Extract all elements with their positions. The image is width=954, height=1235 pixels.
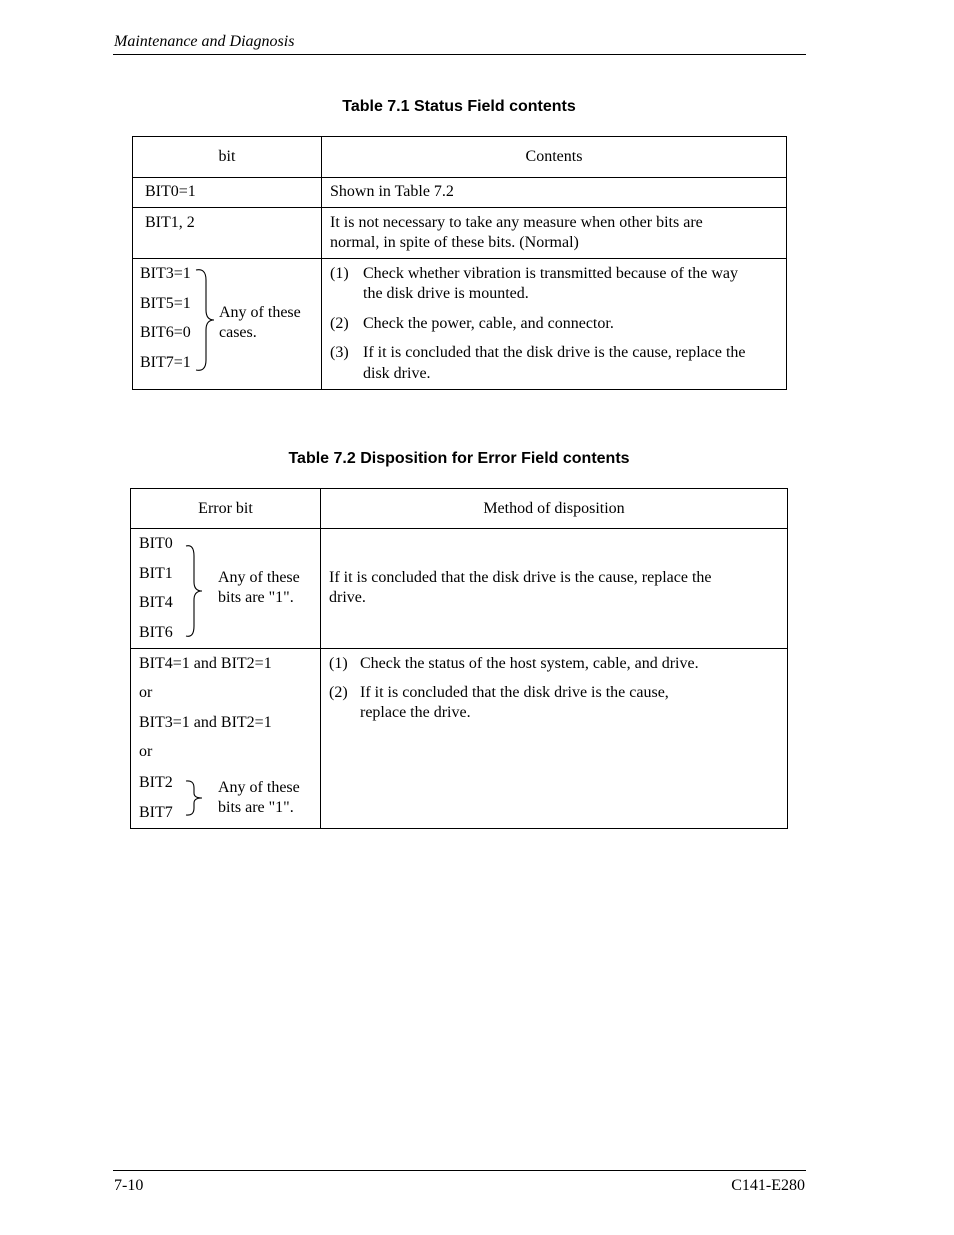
table1-row3-brace-note: Any of these (219, 304, 301, 321)
table1-row3-item-number: (3) (330, 344, 349, 361)
table2-row2-bit: or (139, 743, 153, 760)
table1-row2-contents-line: normal, in spite of these bits. (Normal) (330, 234, 579, 251)
table2-row2-item-text: If it is concluded that the disk drive is the cause, (360, 684, 669, 701)
table2-header-divider (131, 528, 787, 529)
table2-row1-method-line: drive. (329, 589, 366, 606)
table1-row3-bit: BIT7=1 (140, 354, 191, 371)
table2-row2-bit: BIT4=1 and BIT2=1 (139, 655, 272, 672)
table2-caption: Table 7.2 Disposition for Error Field contents (288, 450, 630, 467)
table2-row1-bit: BIT6 (139, 624, 173, 641)
table1-col-header-contents: Contents (525, 148, 583, 165)
table1-row3-item-text: Check the power, cable, and connector. (363, 315, 614, 332)
table2-row1-method-line: If it is concluded that the disk drive is the cause, replace the (329, 569, 712, 586)
table1-row3-bit: BIT3=1 (140, 265, 191, 282)
table1-col-header-bit: bit (218, 148, 236, 165)
table1-row3-brace-icon (194, 264, 218, 376)
table1-row2-contents-line: It is not necessary to take any measure when other bits are (330, 214, 703, 231)
table2-col-header-method: Method of disposition (483, 500, 625, 517)
table2-col-header-error-bit: Error bit (198, 500, 253, 517)
table2-row2-item-text: replace the drive. (360, 704, 471, 721)
table1-row3-brace-note: cases. (219, 324, 257, 341)
table2-row1-brace-note: bits are "1". (218, 589, 294, 606)
table1-row3-item-text: If it is concluded that the disk drive is the cause, replace the (363, 344, 746, 361)
table2-row1-brace-icon (184, 542, 206, 640)
table2-row2-bit: or (139, 684, 153, 701)
table1-row-divider (133, 258, 786, 259)
table1-header-divider (133, 177, 786, 178)
table1-row3-item-text: Check whether vibration is transmitted because of the way (363, 265, 738, 282)
document-code: C141-E280 (731, 1177, 805, 1194)
table2-row1-brace-note: Any of these (218, 569, 300, 586)
table2-row1-bit: BIT4 (139, 594, 173, 611)
page-number: 7-10 (114, 1177, 144, 1194)
running-header: Maintenance and Diagnosis (114, 33, 295, 50)
header-rule (113, 54, 806, 55)
table1-row3-item-number: (1) (330, 265, 349, 282)
table2-row2-bit: BIT2 (139, 774, 173, 791)
table2-row1-bit: BIT1 (139, 565, 173, 582)
table2-row-divider (131, 648, 787, 649)
table1-row-divider (133, 207, 786, 208)
table2-row2-brace-note: bits are "1". (218, 799, 294, 816)
table1-row3-bit: BIT5=1 (140, 295, 191, 312)
table1-row1-bit: BIT0=1 (145, 183, 196, 200)
table2-row2-brace-icon (184, 778, 206, 818)
footer-rule (113, 1170, 806, 1171)
table2-row2-brace-note: Any of these (218, 779, 300, 796)
table1-column-divider (321, 137, 322, 389)
table1-row3-bit: BIT6=0 (140, 324, 191, 341)
table2-row2-bit: BIT7 (139, 804, 173, 821)
table1-row3-item-text: disk drive. (363, 365, 431, 382)
table1-row1-contents: Shown in Table 7.2 (330, 183, 454, 200)
table1-caption: Table 7.1 Status Field contents (342, 98, 576, 115)
table1-row2-bit: BIT1, 2 (145, 214, 195, 231)
table2-column-divider (320, 489, 321, 828)
table1-row3-item-number: (2) (330, 315, 349, 332)
table1-row3-item-text: the disk drive is mounted. (363, 285, 529, 302)
table2-row2-bit: BIT3=1 and BIT2=1 (139, 714, 272, 731)
table2-row2-item-number: (2) (329, 684, 348, 701)
table2-row1-bit: BIT0 (139, 535, 173, 552)
table2-row2-item-number: (1) (329, 655, 348, 672)
table2-row2-item-text: Check the status of the host system, cable, and drive. (360, 655, 699, 672)
